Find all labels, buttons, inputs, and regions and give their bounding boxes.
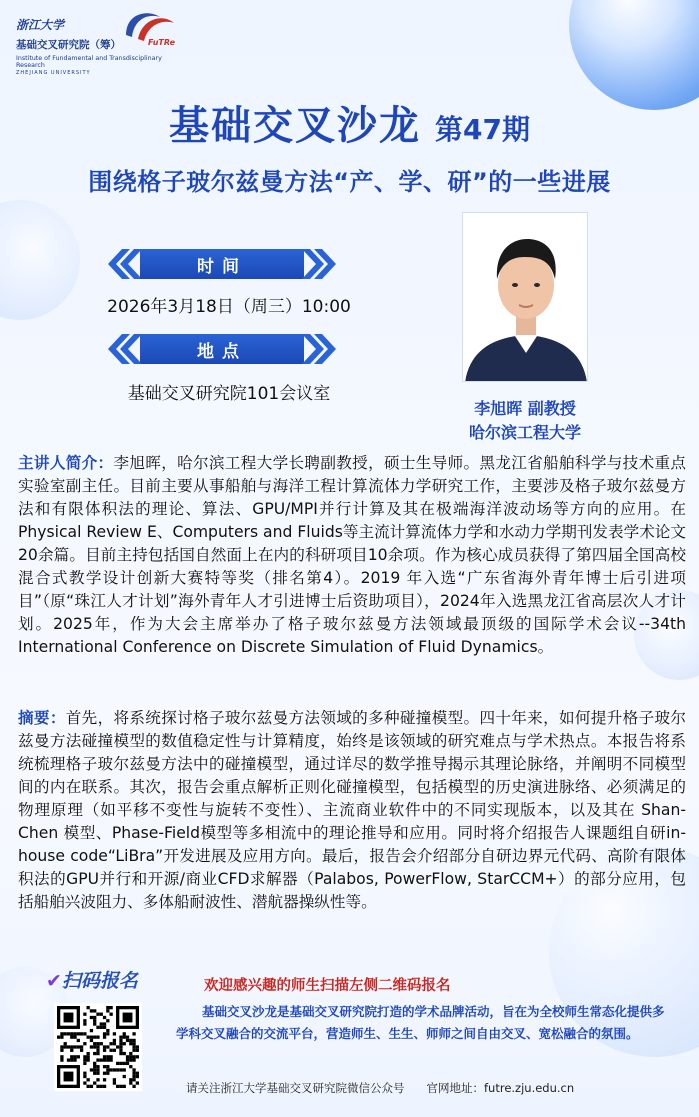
title-row — [0, 94, 699, 151]
futre-logo-text: FuTRe — [148, 38, 176, 47]
checkmark-icon: ✔ — [46, 970, 62, 992]
registration-qr-code[interactable] — [54, 1003, 142, 1091]
salon-title: 基础交叉沙龙 — [169, 103, 422, 149]
speaker-photo — [462, 212, 588, 382]
abstract-text: 首先，将系统探讨格子玻尔兹曼方法领域的多种碰撞模型。四十年来，如何提升格子玻尔兹曼方法碰撞模型的数值稳定性与计算精度，始终是该领域的研究难点与学术热点。本报告将系统梳理格子玻尔兹曼方法中的碰撞模型，通过详尽的数学推导揭示其理论脉络，并阐明不同模型间的内在联系。其次，报告会重点解析正则化碰撞模型，包括模型的历史演进脉络、必须满足的物理原理（如平移不变性与旋转不变性）、主流商业软件中的不同实现版本，以及其在 Shan-Chen 模型、Phase-Field模型等多相流中的理论推导和应用。同时将介绍报告人课题组自研in-house code“LiBra”开发进展及应用方向。最后，报告会介绍部分自研边界元代码、高阶有限体积法的GPU并行和开源/商业CFD求解器（Palabos, PowerFlow, StarCCM+）的部分应用，包括船舶兴波阻力、多体船耐波性、潜航器操纵性等。 — [18, 709, 686, 911]
qr-code-icon — [57, 1006, 139, 1088]
location-label: 地点 — [197, 341, 247, 362]
event-location: 基础交叉研究院101会议室 — [127, 384, 331, 404]
time-label: 时间 — [197, 256, 247, 277]
scan-register-title — [46, 966, 138, 993]
time-banner — [108, 249, 336, 279]
decorative-sphere — [0, 200, 80, 320]
speaker-bio — [18, 452, 686, 659]
chevron-left-icon — [108, 334, 142, 364]
event-time: 2026年3月18日（周三）10:00 — [107, 297, 351, 317]
institute-name-cn: 基础交叉研究院（筹） — [16, 39, 121, 51]
footer-line — [186, 1080, 574, 1096]
website-link[interactable]: 官网地址：futre.zju.edu.cn — [426, 1081, 575, 1095]
scan-register-label: 扫码报名 — [61, 970, 138, 992]
follow-wechat-text: 请关注浙江大学基础交叉研究院微信公众号 — [186, 1081, 405, 1095]
abstract-label: 摘要： — [18, 709, 66, 727]
location-banner — [108, 334, 336, 364]
talk-title: 围绕格子玻尔兹曼方法“产、学、研”的一些进展 — [88, 168, 611, 196]
talk-abstract — [18, 707, 686, 914]
chevron-right-icon — [302, 334, 336, 364]
speaker-portrait-icon — [463, 213, 588, 382]
university-name-en: ZHEJIANG UNIVERSITY — [16, 70, 91, 76]
chevron-right-icon — [302, 249, 336, 279]
institute-name-en: Institute of Fundamental and Transdisciplinary Research — [16, 55, 162, 69]
welcome-text: 欢迎感兴趣的师生扫描左侧二维码报名 — [204, 978, 451, 994]
university-name-cn: 浙江大学 — [16, 18, 65, 32]
issue-number: 第47期 — [435, 113, 530, 146]
speaker-name: 李旭晖 副教授 — [474, 399, 576, 418]
bio-label: 主讲人简介： — [18, 454, 114, 472]
salon-description: 基础交叉沙龙是基础交叉研究院打造的学术品牌活动，旨在为全校师生常态化提供多学科交叉融合的交流平台，营造师生、生生、师师之间自由交叉、宽松融合的氛围。 — [176, 1004, 665, 1041]
speaker-organization: 哈尔滨工程大学 — [468, 423, 581, 442]
bio-text: 李旭晖，哈尔滨工程大学长聘副教授，硕士生导师。黑龙江省船舶科学与技术重点实验室副主任。目前主要从事船舶与海洋工程计算流体力学研究工作，主要涉及格子玻尔兹曼方法和有限体积法的理论、算法、GPU/MPI并行计算及其在极端海洋波动场等方向的应用。在Physical Review E、Computers and Fluids等主流计算流体力学和水动力学期刊发表学术论文20余篇。目前主持包括国自然面上在内的科研项目10余项。作为核心成员获得了第四届全国高校混合式教学设计创新大赛特等奖（排名第4）。2019 年入选“广东省海外青年博士后引进项目”（原“珠江人才计划”海外青年人才引进博士后资助项目），2024年入选黑龙江省高层次人才计划。2025年，作为大会主席举办了格子玻尔兹曼方法领域最顶级的国际学术会议--34th International Conference on Discrete Simulation of Fluid Dynamics。 — [18, 454, 686, 656]
chevron-left-icon — [108, 249, 142, 279]
